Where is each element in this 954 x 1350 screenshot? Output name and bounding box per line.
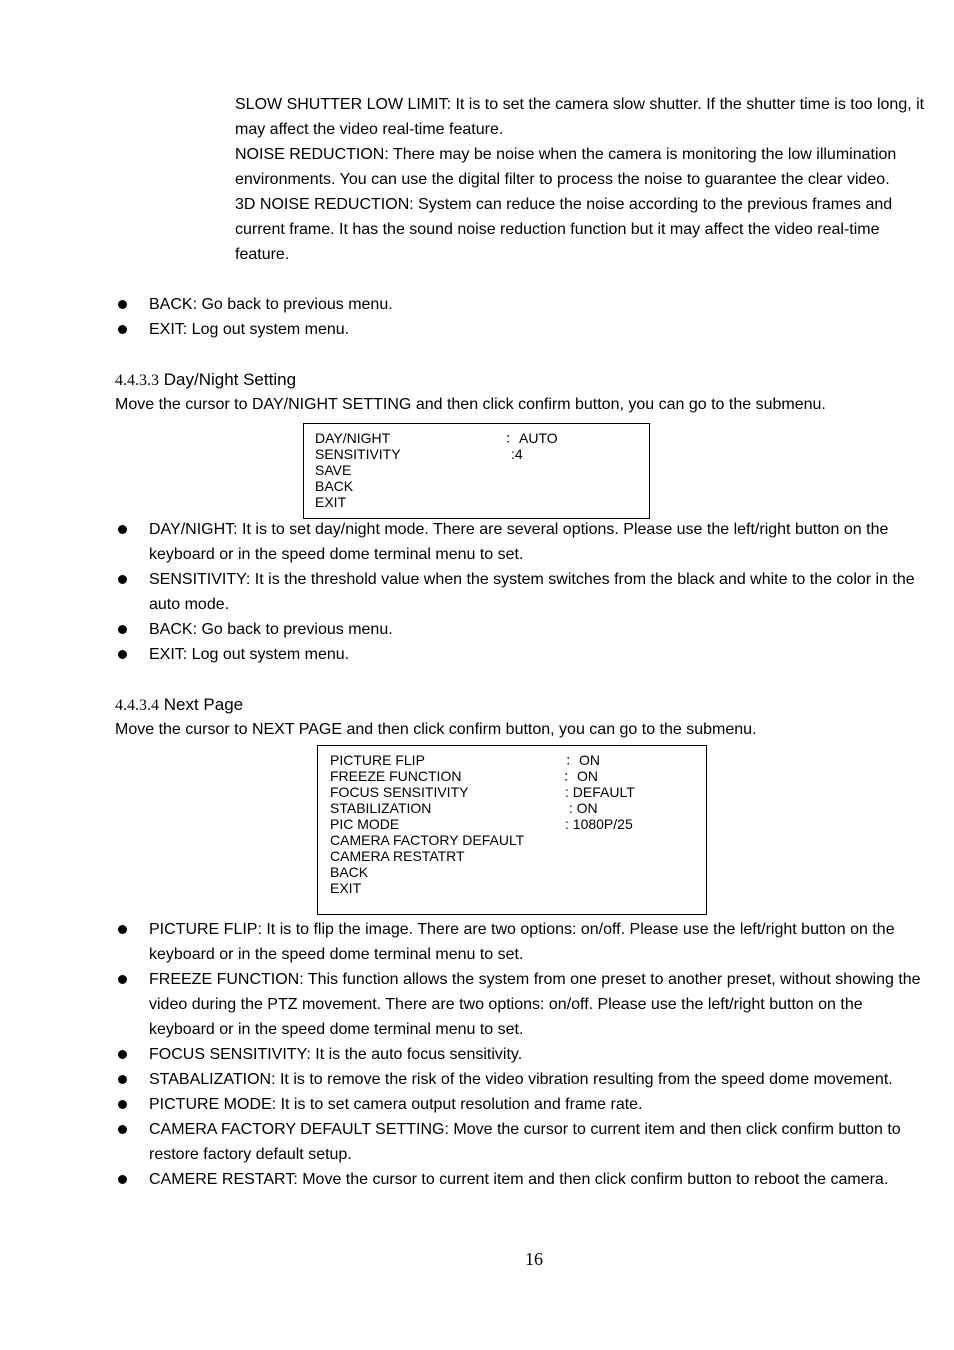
list-item: EXIT: Log out system menu. — [115, 317, 925, 342]
section-heading-next-page — [115, 692, 243, 718]
list-item: FOCUS SENSITIVITY: It is the auto focus sensitivity. — [115, 1042, 925, 1067]
bullet-list-next-page — [115, 917, 925, 1192]
list-item: FREEZE FUNCTION: This function allows the system from one preset to another preset, without showing the video during the PTZ movement. There are two options: on/off. Please use the left/right button on the keyboard or in the speed dome terminal menu to set. — [115, 967, 925, 1042]
menu-row: EXIT — [315, 494, 347, 510]
next-page-menu-box — [317, 745, 707, 915]
menu-row: CAMERA FACTORY DEFAULT — [330, 832, 525, 848]
bullet-icon — [118, 300, 127, 309]
3d-noise-reduction-text: 3D NOISE REDUCTION: System can reduce the noise according to the previous frames and current frame. It has the sound noise reduction function but it may affect the video real-time feature. — [235, 196, 893, 263]
list-item: BACK: Go back to previous menu. — [115, 292, 925, 317]
section-title: Day/Night Setting — [163, 370, 297, 389]
menu-row: SAVE — [315, 462, 352, 478]
slow-shutter-text: SLOW SHUTTER LOW LIMIT: It is to set the camera slow shutter. If the shutter time is too long, it may affect the video real-time feature. — [235, 96, 925, 138]
bullet-icon — [118, 1075, 127, 1084]
day-night-menu-box — [303, 423, 650, 519]
menu-row: PIC MODE : 1080P/25 — [330, 816, 633, 832]
menu-row: FREEZE FUNCTION ：ON — [330, 768, 598, 784]
section-title: Next Page — [163, 695, 244, 714]
menu-row: STABILIZATION : ON — [330, 800, 598, 816]
menu-row: PICTURE FLIP ：ON — [330, 752, 600, 768]
bullet-icon — [118, 650, 127, 659]
section-heading-day-night — [115, 367, 296, 393]
menu-row: FOCUS SENSITIVITY : DEFAULT — [330, 784, 635, 800]
bullet-icon — [118, 1125, 127, 1134]
menu-row: BACK — [315, 478, 354, 494]
bullet-icon — [118, 1100, 127, 1109]
menu-row: SENSITIVITY :4 — [315, 446, 523, 462]
menu-row: DAY/NIGHT ：AUTO — [315, 430, 558, 446]
list-item: SENSITIVITY: It is the threshold value when the system switches from the black and white to the color in the auto mode. — [115, 567, 925, 617]
menu-row: CAMERA RESTATRT — [330, 848, 465, 864]
shutter-noise-descriptions — [235, 92, 925, 267]
menu-row: EXIT — [330, 880, 362, 896]
bullet-icon — [118, 1175, 127, 1184]
bullet-icon — [118, 1050, 127, 1059]
menu-row: BACK — [330, 864, 369, 880]
list-item: CAMERA FACTORY DEFAULT SETTING: Move the cursor to current item and then click confirm button to restore factory default setup. — [115, 1117, 925, 1167]
list-item: DAY/NIGHT: It is to set day/night mode. There are several options. Please use the left/right button on the keyboard or in the speed dome terminal menu to set. — [115, 517, 925, 567]
list-item: CAMERE RESTART: Move the cursor to current item and then click confirm button to reboot the camera. — [115, 1167, 925, 1192]
section-intro: Move the cursor to NEXT PAGE and then click confirm button, you can go to the submenu. — [115, 721, 757, 738]
bullet-icon — [118, 325, 127, 334]
section-number: 4.4.3.4 — [115, 697, 159, 714]
bullet-icon — [118, 575, 127, 584]
bullet-icon — [118, 625, 127, 634]
section-intro: Move the cursor to DAY/NIGHT SETTING and then click confirm button, you can go to the submenu. — [115, 396, 826, 413]
section-number: 4.4.3.3 — [115, 372, 159, 389]
bullet-list-day-night — [115, 517, 925, 667]
list-item: STABALIZATION: It is to remove the risk of the video vibration resulting from the speed dome movement. — [115, 1067, 925, 1092]
list-item: EXIT: Log out system menu. — [115, 642, 925, 667]
noise-reduction-text: NOISE REDUCTION: There may be noise when the camera is monitoring the low illumination environments. You can use the digital filter to process the noise to guarantee the clear video. — [235, 146, 897, 188]
list-item: PICTURE MODE: It is to set camera output resolution and frame rate. — [115, 1092, 925, 1117]
bullet-list-top — [115, 292, 925, 342]
list-item: BACK: Go back to previous menu. — [115, 617, 925, 642]
list-item: PICTURE FLIP: It is to flip the image. There are two options: on/off. Please use the left/right button on the keyboard or in the speed dome terminal menu to set. — [115, 917, 925, 967]
bullet-icon — [118, 525, 127, 534]
bullet-icon — [118, 975, 127, 984]
bullet-icon — [118, 925, 127, 934]
page-number: 16 — [525, 1249, 543, 1269]
